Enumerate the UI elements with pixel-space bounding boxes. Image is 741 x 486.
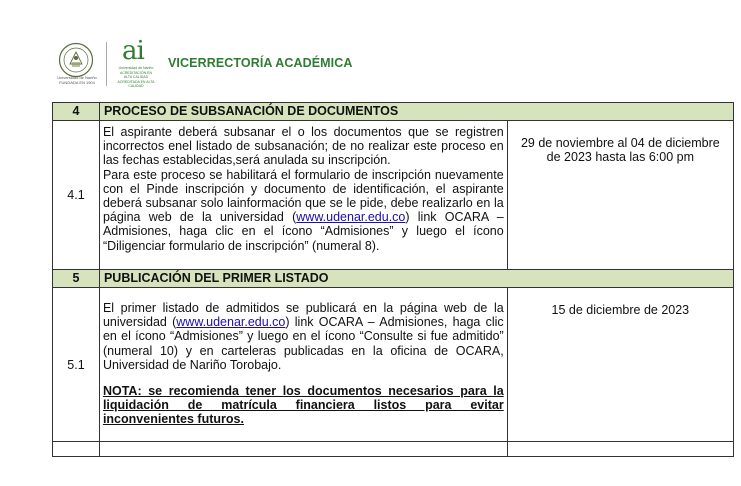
section-row-4 — [53, 103, 734, 121]
description-paragraph: El primer listado de admitidos se publicará en la página web de la universidad (www.udenar.edu.co) link OCARA – Admisiones, haga clic en el ícono “Admisiones” y luego en el ícono “Consulte si fue admitido” (numeral 10) y en carteleras publicadas en la oficina de OCARA, Universidad de Nariño Torobajo. — [102, 301, 504, 372]
section-number: 4 — [53, 103, 100, 121]
ai-logo: ai Universidad de Nariño ACREDITACIÓN EN ALTA CALIDAD ACREDITADA EN ALTA CALIDAD — [117, 36, 155, 88]
row-description — [99, 121, 507, 270]
table-row-empty — [53, 442, 734, 457]
header-title: VICERRECTORÍA ACADÉMICA — [168, 56, 353, 70]
section-title: PUBLICACIÓN DEL PRIMER LISTADO — [99, 270, 733, 288]
section-title: PROCESO DE SUBSANACIÓN DE DOCUMENTOS — [99, 103, 733, 121]
description-paragraph: Para este proceso se habilitará el formulario de inscripción nuevamente con el Pinde inscripción y documento de identificación, el aspirante deberá subsanar solo lainformación que se le pide, debe realizarlo en la página web de la universidad (www.udenar.edu.co) link OCARA – Admisiones, haga clic en el ícono “Admisiones” y luego el ícono “Diligenciar formulario de inscripción” (numeral 8). — [102, 167, 504, 253]
row-date: 29 de noviembre al 04 de diciembre de 2023 hasta las 6:00 pm — [507, 121, 733, 270]
section-number: 5 — [53, 270, 100, 288]
document-header — [57, 36, 358, 90]
udenar-link[interactable]: www.udenar.edu.co — [296, 210, 406, 225]
row-number: 5.1 — [53, 288, 100, 442]
section-row-5 — [53, 270, 734, 288]
row-number: 4.1 — [53, 121, 100, 270]
row-date: 15 de diciembre de 2023 — [507, 288, 733, 442]
seal-caption: Universidad de Nariño FUNDADA EN 1904 — [57, 75, 97, 85]
row-description — [99, 288, 507, 442]
udenar-link[interactable]: www.udenar.edu.co — [176, 315, 286, 330]
header-divider — [106, 42, 107, 86]
university-seal-icon — [58, 42, 94, 78]
schedule-table — [52, 102, 734, 457]
table-row-4-1 — [53, 121, 734, 270]
table-row-5-1 — [53, 288, 734, 442]
description-paragraph: El aspirante deberá subsanar el o los documentos que se registren incorrectos enel listado de subsanación; de no realizar este proceso en las fechas establecidas,será anulada su inscripción. — [102, 125, 504, 168]
note-paragraph: NOTA: se recomienda tener los documentos necesarios para la liquidación de matrícula financiera listos para evitar inconvenientes futuros. — [102, 384, 504, 427]
